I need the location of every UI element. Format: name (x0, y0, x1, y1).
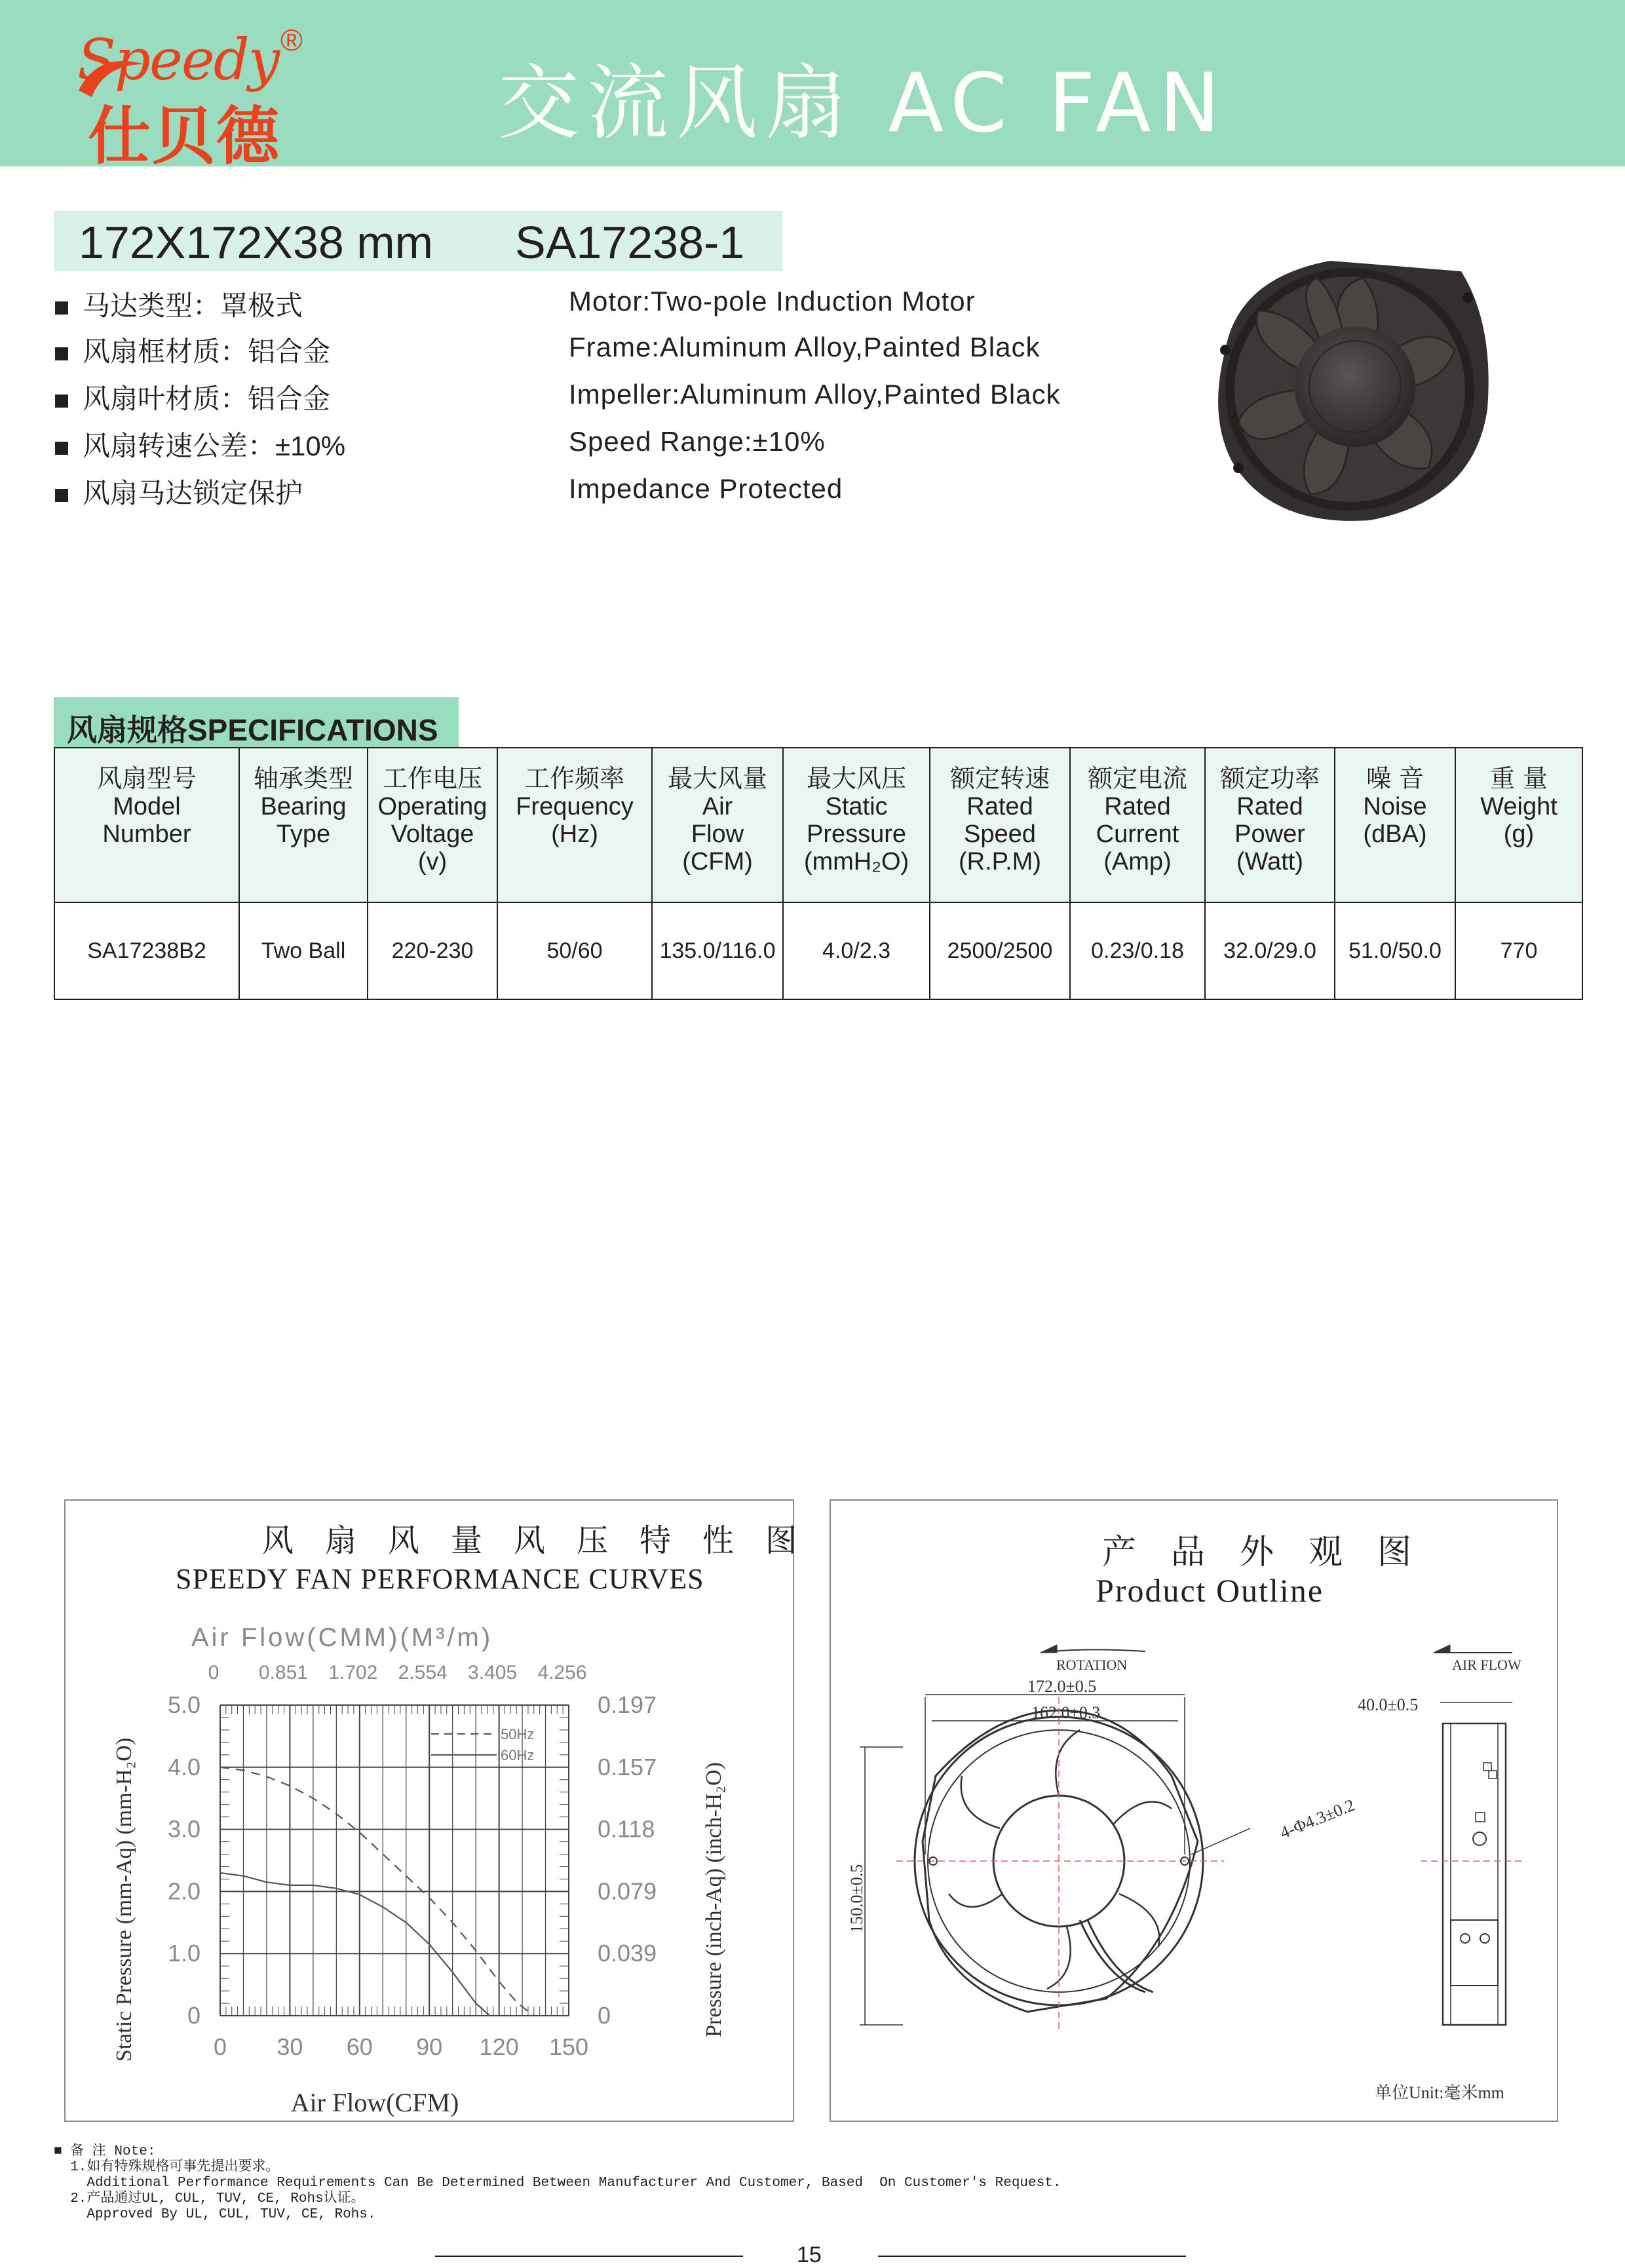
chart-subtitle: SPEEDY FAN PERFORMANCE CURVES (176, 1563, 704, 1595)
spec-heading-bar (54, 697, 459, 748)
table-cell: 770 (1455, 902, 1582, 999)
y2-axis-title: Pressure (inch-Aq) (inch-H₂O) (702, 1762, 726, 2037)
y2-tick-label: 0.079 (598, 1877, 657, 1905)
spec-table (54, 747, 1583, 1000)
table-cell: Two Ball (239, 902, 368, 999)
y-tick-label: 4.0 (167, 1753, 201, 1780)
airflow-label: AIR FLOW (1452, 1657, 1521, 1673)
rotation-label: ROTATION (1056, 1657, 1128, 1673)
x-axis-title: Air Flow(CFM) (290, 2088, 459, 2117)
feature-item-en: Speed Range:±10% (569, 426, 826, 457)
outline-drawing (831, 1579, 1557, 2117)
feature-item: 风扇转速公差：±10% (55, 425, 345, 464)
chart-title: 风 扇 风 量 风 压 特 性 图 (262, 1524, 809, 1558)
table-row (54, 902, 1582, 999)
table-header-cell: 工作电压 Operating Voltage (v) (368, 748, 497, 902)
y2-tick-label: 0.157 (598, 1753, 657, 1780)
table-cell: 50/60 (497, 902, 652, 999)
page-title: 交流风扇 AC FAN (498, 56, 1228, 151)
y-axis-title: Static Pressure (mm-Aq) (mm-H₂O) (112, 1737, 136, 2062)
feature-item: 风扇马达锁定保护 (55, 472, 303, 511)
x-top-tick-label: 1.702 (328, 1662, 378, 1683)
y-tick-label: 0 (187, 2002, 201, 2029)
table-header-cell: 额定电流 Rated Current (Amp) (1070, 748, 1205, 902)
dim-holes: 4-Φ4.3±0.2 (1277, 1795, 1358, 1843)
table-header-cell: 风扇型号 Model Number (54, 748, 239, 902)
note-2-en: Approved By UL, CUL, TUV, CE, Rohs. (54, 2207, 376, 2222)
feature-item: 马达类型：罩极式 (55, 284, 303, 324)
y2-tick-label: 0 (598, 2002, 611, 2029)
notes-label: ■ 备 注 Note: (54, 2144, 156, 2159)
side-view-frame (1443, 1723, 1506, 2025)
table-cell: 220-230 (368, 902, 497, 999)
bullet-icon (55, 489, 68, 502)
table-header-cell: 额定功率 Rated Power (Watt) (1205, 748, 1335, 902)
dim-height: 150.0±0.5 (847, 1864, 866, 1933)
x-top-tick-label: 0.851 (258, 1662, 308, 1683)
performance-chart-panel (64, 1499, 809, 2122)
feature-item-en: Impeller:Aluminum Alloy,Painted Black (569, 379, 1061, 410)
x-tick-label: 0 (213, 2033, 227, 2060)
fan-product-photo (1199, 252, 1501, 527)
performance-chart (66, 1566, 793, 2117)
dim-width-inner: 162.0±0.3 (1031, 1703, 1101, 1722)
fan-blades (949, 1730, 1172, 1989)
feature-item-en: Frame:Aluminum Alloy,Painted Black (569, 332, 1041, 362)
x-tick-label: 90 (416, 2033, 443, 2060)
table-cell: 51.0/50.0 (1335, 902, 1455, 999)
feature-item: 风扇框材质：铝合金 (55, 330, 330, 370)
bullet-icon (55, 347, 68, 360)
table-header-cell: 最大风压 Static Pressure (mmH₂O) (783, 748, 930, 902)
y-tick-label: 5.0 (167, 1691, 201, 1718)
note-1: 1.如有特殊规格可事先提出要求。 (54, 2160, 280, 2175)
y2-tick-label: 0.039 (598, 1940, 657, 1967)
outline-title-en: Product Outline (1096, 1572, 1324, 1609)
model-size: 172X172X38 mm (79, 217, 433, 268)
table-header-cell: 额定转速 Rated Speed (R.P.M) (930, 748, 1070, 902)
rotation-arrowhead-icon (1041, 1645, 1057, 1653)
legend-label: 60Hz (501, 1747, 535, 1763)
x-tick-label: 60 (346, 2033, 373, 2060)
footer-rule-right (878, 2256, 1186, 2257)
legend-label: 50Hz (501, 1726, 535, 1742)
unit-note: 单位Unit:毫米mm (1375, 2083, 1504, 2102)
page-header (0, 0, 1625, 172)
logo-script-text: Speedy (77, 28, 279, 93)
feature-item-en: Impedance Protected (569, 473, 843, 504)
table-header-cell: 轴承类型 Bearing Type (239, 748, 368, 902)
table-cell: 4.0/2.3 (783, 902, 930, 999)
table-cell: 135.0/116.0 (652, 902, 783, 999)
note-2: 2.产品通过UL, CUL, TUV, CE, Rohs认证。 (54, 2191, 365, 2206)
series-line-60Hz (220, 1873, 489, 2016)
product-outline-panel (830, 1499, 1558, 2122)
x-top-tick-label: 0 (208, 1662, 220, 1683)
spec-heading: 风扇规格SPECIFICATIONS (67, 713, 438, 747)
bullet-icon (55, 394, 68, 408)
terminal-screw-icon (1480, 1934, 1489, 1943)
table-cell: 2500/2500 (930, 902, 1070, 999)
speedy-logo (72, 18, 321, 172)
terminal-screw-icon (1461, 1934, 1470, 1943)
dim-depth: 40.0±0.5 (1358, 1695, 1419, 1714)
dim-width-outer: 172.0±0.5 (1027, 1677, 1097, 1696)
footer-rule-left (435, 2256, 743, 2257)
logo-chinese-text: 仕贝德 (88, 102, 280, 172)
x-top-axis-title: Air Flow(CMM)(M³/m) (191, 1623, 493, 1652)
y-tick-label: 1.0 (167, 1940, 201, 1967)
y-tick-label: 3.0 (167, 1815, 201, 1843)
registered-mark: ® (280, 23, 303, 57)
airflow-arrowhead-icon (1434, 1645, 1450, 1653)
table-cell: 32.0/29.0 (1205, 902, 1335, 999)
y2-tick-label: 0.118 (598, 1815, 655, 1843)
x-top-tick-label: 4.256 (537, 1662, 587, 1683)
table-cell: SA17238B2 (54, 902, 239, 999)
page-number: 15 (797, 2242, 822, 2267)
x-tick-label: 150 (548, 2033, 589, 2060)
notes-block (54, 2144, 1061, 2223)
outline-title-cn: 产 品 外 观 图 (1102, 1534, 1425, 1571)
terminal-block (1451, 1920, 1498, 1986)
table-header-cell: 工作频率 Frequency (Hz) (497, 748, 652, 902)
model-number: SA17238-1 (515, 217, 745, 268)
table-header-cell: 重 量 Weight (g) (1455, 748, 1582, 902)
bullet-icon (55, 301, 68, 315)
table-cell: 0.23/0.18 (1070, 902, 1205, 999)
x-top-tick-label: 2.554 (398, 1662, 448, 1683)
y-tick-label: 2.0 (167, 1877, 201, 1905)
table-header-cell: 最大风量 Air Flow (CFM) (652, 748, 783, 902)
table-header-cell: 噪 音 Noise (dBA) (1335, 748, 1455, 902)
y2-tick-label: 0.197 (598, 1691, 657, 1718)
feature-item: 风扇叶材质：铝合金 (55, 377, 330, 417)
feature-item-en: Motor:Two-pole Induction Motor (569, 286, 976, 317)
note-1-en: Additional Performance Requirements Can Be Determined Between Manufacturer And Customer, Based On Customer's Request. (54, 2176, 1061, 2191)
x-tick-label: 30 (277, 2033, 303, 2060)
table-header-row (54, 748, 1582, 902)
x-top-tick-label: 3.405 (468, 1662, 518, 1683)
x-tick-label: 120 (479, 2033, 519, 2060)
bullet-icon (55, 442, 68, 455)
